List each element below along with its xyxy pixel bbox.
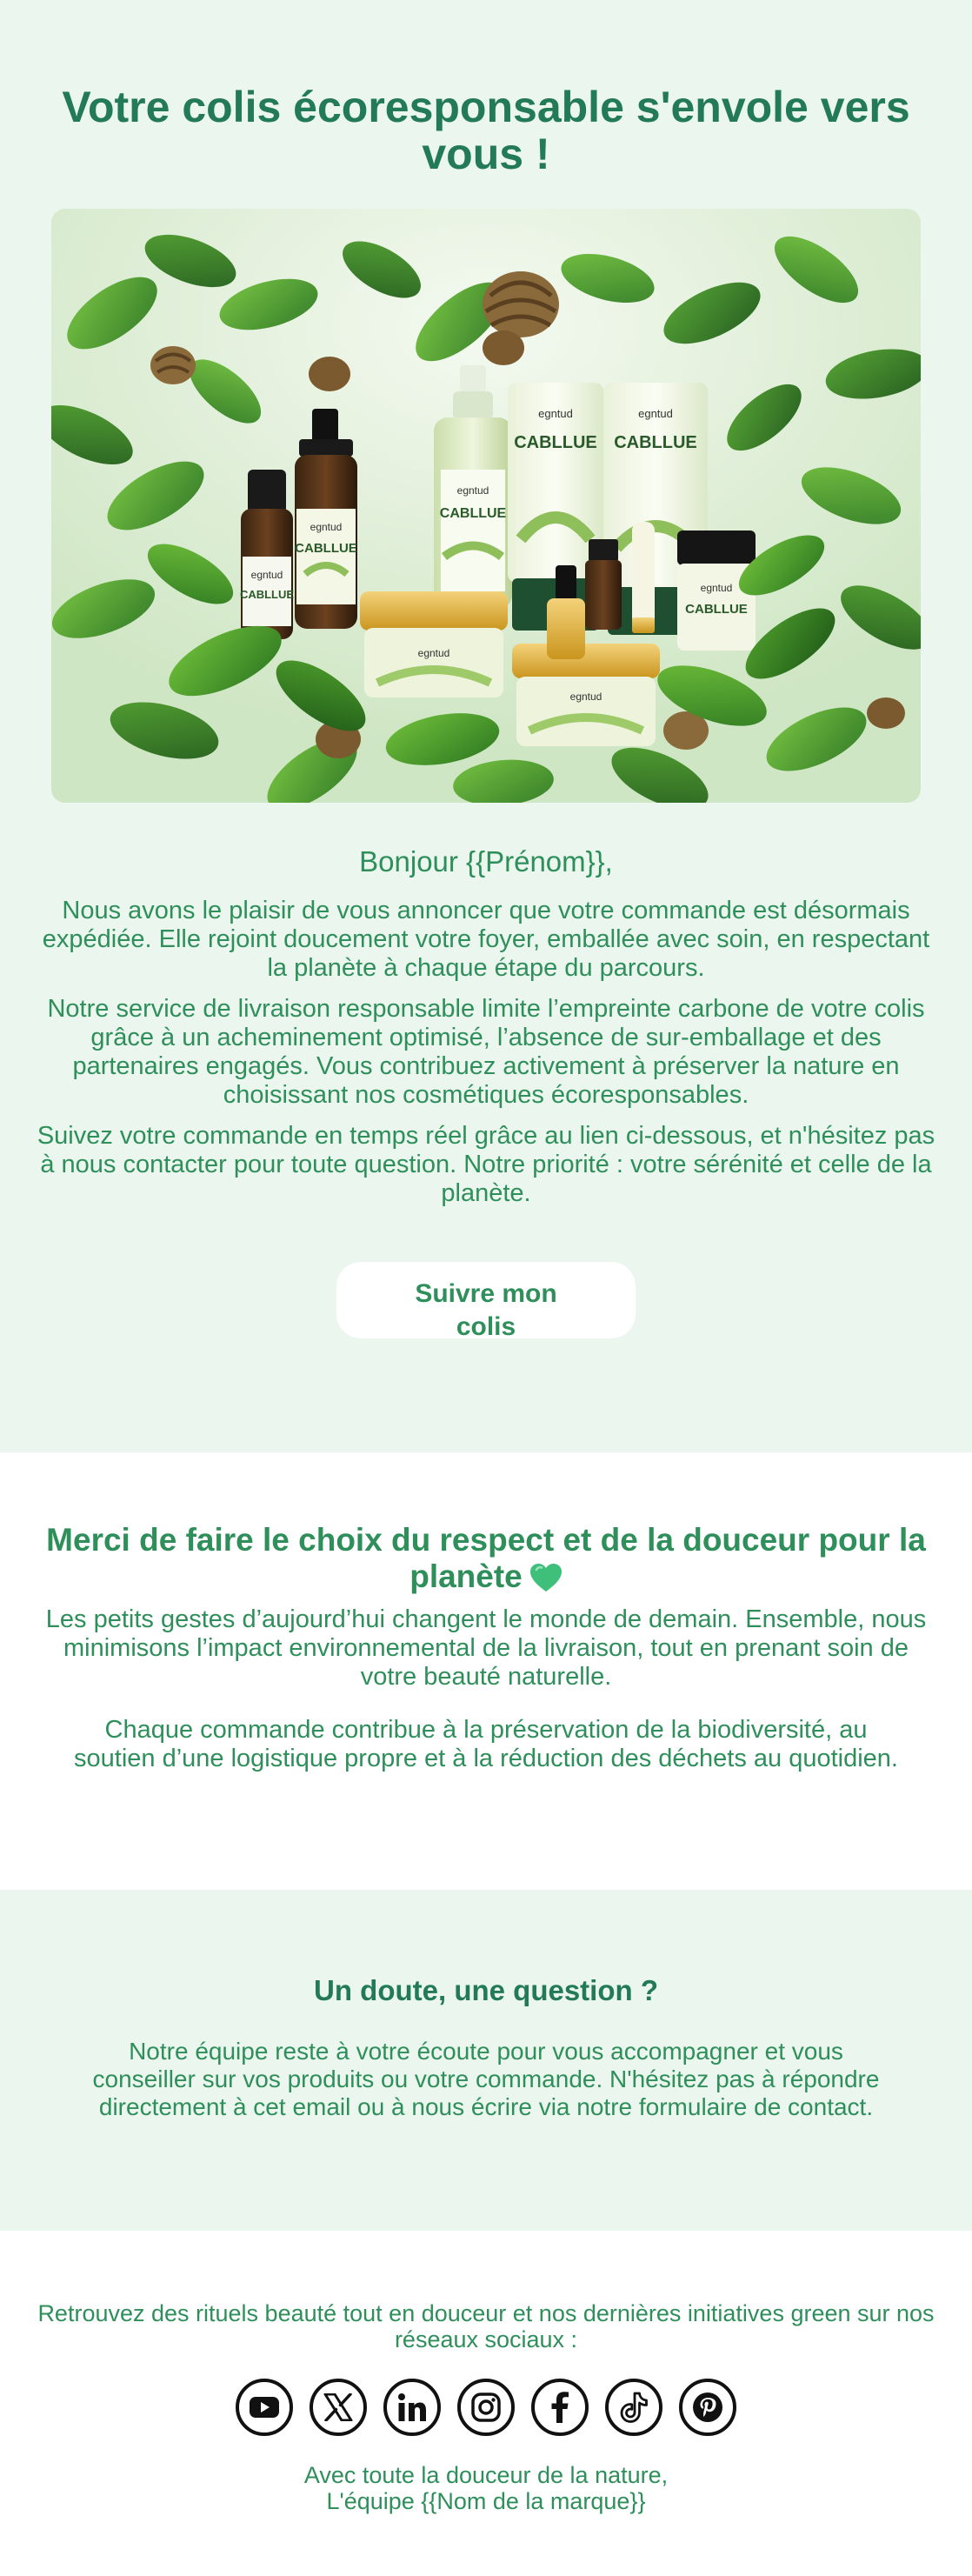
svg-text:CABLLUE: CABLLUE [685, 602, 748, 617]
question-title: Un doute, une question ? [314, 1974, 658, 2006]
facebook-icon[interactable] [531, 2379, 589, 2436]
signoff-line-1: Avec toute la douceur de la nature, [303, 2462, 669, 2488]
product-illustration [51, 209, 921, 803]
pinterest-icon[interactable] [679, 2379, 736, 2436]
svg-text:CABLLUE: CABLLUE [614, 433, 697, 452]
tracking-text: Suivez votre commande en temps réel grâce au lien ci-dessous, et n'hésitez pas à nous contacter pour toute question. Notre priorité : votre sérénité et celle de la planète. [37, 1122, 935, 1207]
green-heart-icon [529, 1563, 563, 1600]
x-icon[interactable] [310, 2379, 367, 2436]
greeting: Bonjour {{Prénom}}, [359, 845, 613, 878]
svg-text:egntud: egntud [417, 647, 450, 659]
svg-text:egntud: egntud [250, 569, 283, 581]
svg-text:CABLLUE: CABLLUE [439, 506, 507, 521]
youtube-icon[interactable] [236, 2379, 293, 2436]
social-links [0, 2379, 972, 2436]
question-section [0, 1890, 972, 2231]
svg-text:egntud: egntud [638, 407, 673, 420]
svg-text:CABLLUE: CABLLUE [514, 433, 597, 452]
svg-text:egntud: egntud [700, 582, 733, 594]
footer-section [0, 2231, 972, 2576]
svg-text:egntud: egntud [310, 521, 343, 533]
thanks-text-2: Chaque commande contribue à la préservation de la biodiversité, au soutien d’une logistique propre et à la réduction des déchets au quotidien. [74, 1716, 898, 1772]
svg-text:egntud: egntud [456, 484, 489, 497]
footer-social-text: Retrouvez des rituels beauté tout en douceur et nos dernières initiatives green sur nos réseaux sociaux : [37, 2300, 935, 2352]
thanks-title-text: Merci de faire le choix du respect et de la douceur pour la planète [46, 1522, 926, 1594]
linkedin-icon[interactable] [383, 2379, 441, 2436]
svg-text:CABLLUE: CABLLUE [239, 588, 295, 601]
signoff [0, 2462, 972, 2514]
shipping-announcement: Nous avons le plaisir de vous annoncer que votre commande est désormais expédiée. Elle rejoint doucement votre foyer, emballée avec soin, en respectant la planète à chaque étape du parcours. [42, 897, 930, 982]
thanks-text-1: Les petits gestes d’aujourd’hui changent le monde de demain. Ensemble, nous minimisons l’impact environnemental de la livraison, tout en prenant soin de votre beauté naturelle. [45, 1605, 927, 1691]
hero-title: Votre colis écoresponsable s'envole vers vous ! [62, 83, 910, 178]
svg-text:egntud: egntud [538, 407, 573, 420]
instagram-icon[interactable] [457, 2379, 515, 2436]
responsible-delivery-text: Notre service de livraison responsable limite l’empreinte carbone de votre colis grâce à un acheminement optimisé, l’absence de sur-emballage et des partenaires engagés. Vous contribuez activement à préserver la nature en choisissant nos cosmétiques écoresponsables. [47, 995, 925, 1109]
svg-text:CABLLUE: CABLLUE [295, 541, 357, 556]
hero-product-image [51, 209, 921, 803]
tiktok-icon[interactable] [605, 2379, 662, 2436]
signoff-line-2: L'équipe {{Nom de la marque}} [326, 2488, 646, 2514]
thanks-title [34, 1522, 938, 1600]
question-text: Notre équipe reste à votre écoute pour vous accompagner et vous conseiller sur vos produits ou votre commande. N'hésitez pas à répondre directement à cet email ou à nous écrire via notre formulaire de contact. [92, 2038, 880, 2120]
track-package-button[interactable]: Suivre mon colis [336, 1262, 636, 1338]
thanks-section [0, 1452, 972, 1890]
svg-text:egntud: egntud [569, 691, 603, 703]
